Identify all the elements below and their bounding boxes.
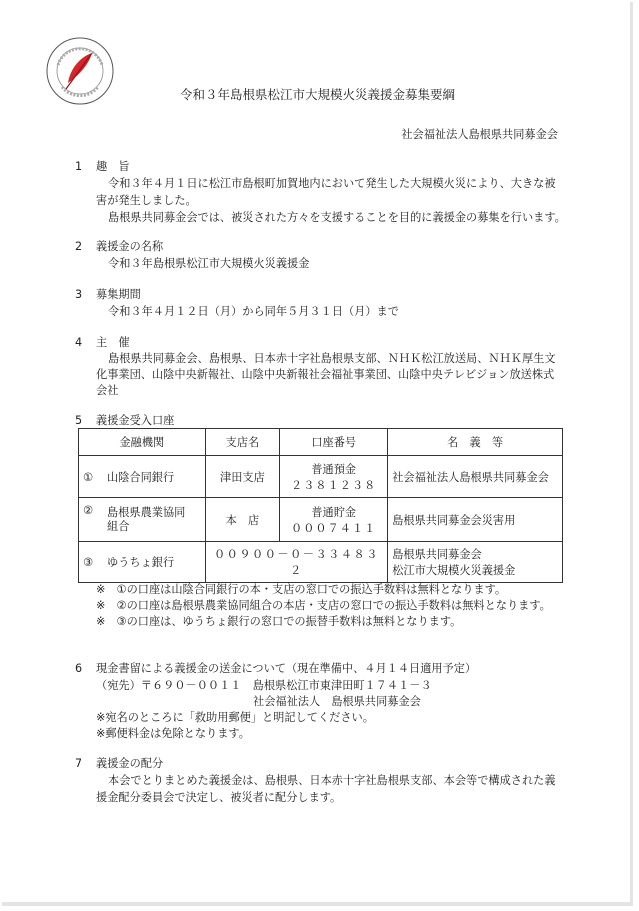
- section-6-number: 6: [75, 662, 83, 675]
- header-bank: 金融機関: [79, 429, 206, 456]
- account-cell: [280, 456, 388, 498]
- section-6-heading: 現金書留による義援金の送金について（現在準備中、４月１４日適用予定）: [96, 662, 477, 675]
- holder-cell: 社会福祉法人島根県共同募金会: [388, 456, 563, 498]
- bank-cell: [79, 498, 206, 542]
- section-7-number: 7: [75, 757, 83, 770]
- section-4-line-2: 化事業団、山陰中央新報社、山陰中央新報社会福祉事業団、山陰中央テレビジョン放送株式: [96, 368, 555, 381]
- table-header-row: [79, 429, 563, 456]
- document-title: 令和３年島根県松江市大規模火災義援金募集要綱: [179, 87, 455, 102]
- bank-cell: [79, 456, 206, 498]
- section-1-number: 1: [75, 160, 83, 173]
- holder-cell: 島根県共同募金会災害用: [388, 498, 563, 542]
- note-2: ※ ②の口座は島根県農業協同組合の本店・支店の窓口での振込手数料は無料となります。: [96, 599, 551, 612]
- table-row: [79, 542, 563, 583]
- section-1-line-1: 令和３年４月１日に松江市島根町加賀地内において発生した大規模火災により、大きな被: [108, 177, 556, 190]
- account-type: 普通預金: [311, 462, 357, 476]
- header-account-holder: 名 義 等: [388, 429, 563, 456]
- bank-cell: [79, 542, 206, 583]
- bank-name: ゆうちょ銀行: [107, 556, 175, 569]
- holder-line-2: 松江市大規模火災義援金: [392, 564, 516, 577]
- document-page: [2, 2, 633, 906]
- account-type: 普通貯金: [311, 505, 357, 519]
- section-3-line-1: 令和３年４月１２日（月）から同年５月３１日（月）まで: [108, 305, 399, 318]
- note-1: ※ ①の口座は山陰合同銀行の本・支店の窓口での振込手数料は無料となります。: [96, 583, 507, 596]
- section-3-number: 3: [75, 288, 83, 301]
- section-2-number: 2: [75, 240, 83, 253]
- section-5-number: 5: [75, 414, 83, 427]
- header-branch: 支店名: [205, 429, 280, 456]
- branch-cell: 本 店: [205, 498, 280, 542]
- section-6-line-3: ※宛名のところに「救助用郵便」と明記してください。: [96, 711, 374, 724]
- holder-cell: [388, 542, 563, 583]
- section-6-line-1: （宛先）〒６９０－００１１ 島根県松江市東津田町１７４１－３: [96, 679, 432, 692]
- note-3: ※ ③の口座は、ゆうちょ銀行の窓口での振替手数料は無料となります。: [96, 615, 462, 628]
- section-3-heading: 募集期間: [96, 288, 141, 301]
- section-6-line-2: 社会福祉法人 島根県共同募金会: [253, 695, 421, 708]
- row-number: ①: [83, 470, 94, 484]
- section-7-line-1: 本会でとりまとめた義援金は、島根県、日本赤十字社島根県支部、本会等で構成された義: [108, 774, 556, 787]
- bank-name: 島根県農業協同組合: [107, 505, 186, 533]
- bank-name: 山陰合同銀行: [107, 470, 175, 484]
- holder-line-1: 島根県共同募金会: [392, 548, 482, 561]
- bank-account-table: [78, 428, 563, 583]
- organization-name: 社会福祉法人島根県共同募金会: [401, 128, 558, 141]
- section-7-line-2: 援金配分委員会で決定し、被災者に配分します。: [96, 791, 342, 804]
- table-row: [79, 498, 563, 542]
- section-1-line-2: 害が発生しました。: [96, 194, 197, 207]
- row-number: ②: [83, 504, 94, 517]
- table-row: [79, 456, 563, 498]
- account-number: ０００７４１１: [291, 521, 377, 535]
- account-cell: [280, 498, 388, 542]
- section-2-heading: 義援金の名称: [96, 240, 164, 253]
- section-4-heading: 主 催: [96, 336, 130, 349]
- account-cell: ００９００－０－３３４８３２: [205, 542, 388, 583]
- section-6-line-4: ※郵便料金は免除となります。: [96, 727, 250, 740]
- section-2-line-1: 令和３年島根県松江市大規模火災義援金: [108, 257, 310, 270]
- section-4-line-3: 会社: [96, 384, 119, 397]
- branch-cell: 津田支店: [205, 456, 280, 498]
- section-5-heading: 義援金受入口座: [96, 414, 175, 427]
- section-7-heading: 義援金の配分: [96, 757, 164, 770]
- account-number: ２３８１２３８: [291, 478, 377, 492]
- section-1-heading: 趣 旨: [96, 160, 130, 173]
- section-4-line-1: 島根県共同募金会、島根県、日本赤十字社島根県支部、ＮＨＫ松江放送局、ＮＨＫ厚生文: [108, 352, 556, 365]
- row-number: ③: [83, 556, 94, 569]
- section-1-line-3: 島根県共同募金会では、被災された方々を支援することを目的に義援金の募集を行います。: [108, 211, 566, 224]
- section-4-number: 4: [75, 336, 83, 349]
- header-account-number: 口座番号: [280, 429, 388, 456]
